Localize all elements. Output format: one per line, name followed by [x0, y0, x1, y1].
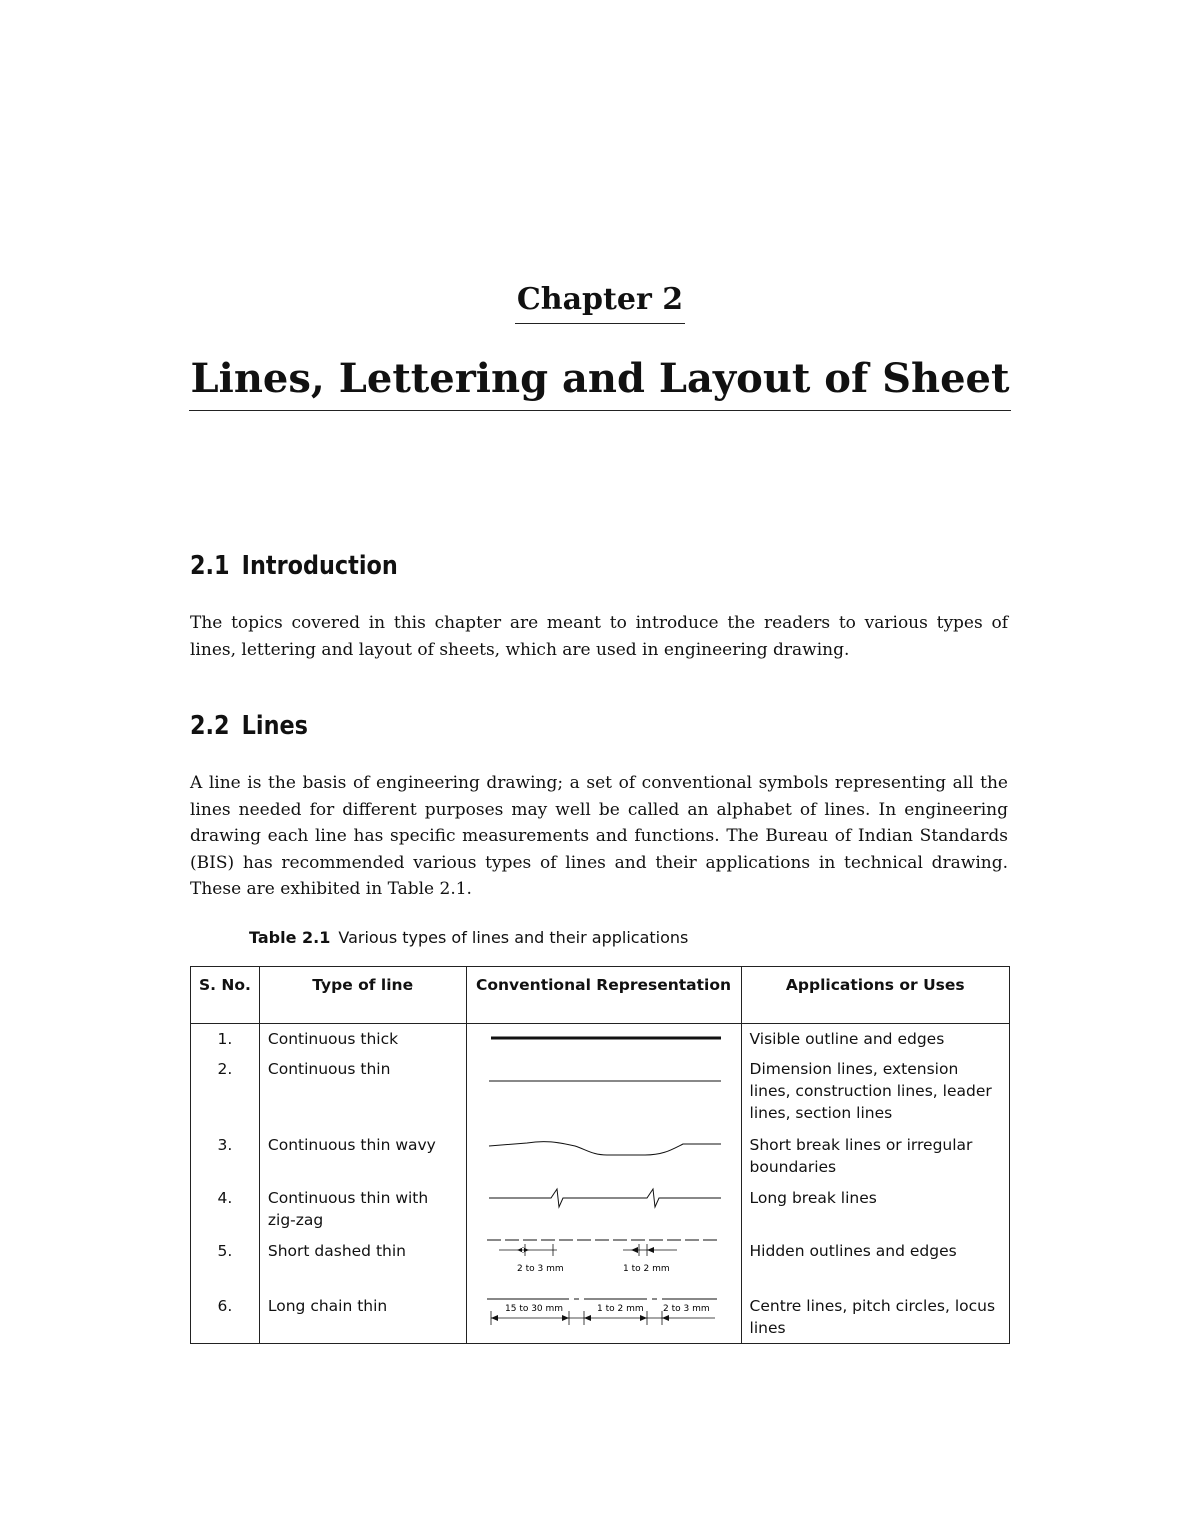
table-row — [191, 1024, 1010, 1055]
row-use: Hidden outlines and edges — [741, 1236, 1009, 1291]
header-type: Type of line — [259, 967, 466, 1024]
chapter-title — [0, 355, 1200, 411]
row-use: Long break lines — [741, 1183, 1009, 1236]
table-header-row — [191, 967, 1010, 1024]
row-use: Dimension lines, extension lines, construction lines, leader lines, section lines — [741, 1054, 1009, 1130]
row-sno: 4. — [191, 1183, 260, 1236]
section-heading-lines — [190, 711, 308, 741]
dim-label: 2 to 3 mm — [516, 1264, 564, 1274]
section-number: 2.1 — [190, 551, 230, 581]
row-sno: 2. — [191, 1054, 260, 1130]
row-type: Short dashed thin — [259, 1236, 466, 1291]
line-types-table — [190, 966, 1010, 1344]
row-type: Continuous thin — [259, 1054, 466, 1130]
row-use: Visible outline and edges — [741, 1024, 1009, 1055]
row-type: Continuous thin with zig-zag — [259, 1183, 466, 1236]
section-heading-introduction — [190, 551, 398, 581]
row-sno: 1. — [191, 1024, 260, 1055]
introduction-paragraph: The topics covered in this chapter are meant to introduce the readers to various types of lines, lettering and layout of sheets, which are used in engineering drawing. — [190, 613, 1008, 660]
section-title: Introduction — [241, 551, 398, 581]
lines-paragraph: A line is the basis of engineering drawing; a set of conventional symbols representing all the lines needed for different purposes may well be called an alphabet of lines. In engineering drawing each line has specific measurements and functions. The Bureau of Indian Standards (BIS) has recommended various types of lines and their applications in technical drawing. These are exhibited in Table 2.1. — [190, 773, 1008, 899]
chapter-label — [0, 282, 1200, 324]
section-title: Lines — [241, 711, 308, 741]
table-caption-text: Various types of lines and their applications — [338, 928, 689, 947]
table-caption — [249, 928, 688, 947]
table-caption-number: Table 2.1 — [249, 928, 331, 947]
rep-chain — [466, 1291, 741, 1344]
table-row — [191, 1183, 1010, 1236]
chapter-label-text: Chapter 2 — [515, 282, 685, 324]
header-representation: Conventional Representation — [466, 967, 741, 1024]
rep-dashed — [466, 1236, 741, 1291]
header-sno: S. No. — [191, 967, 260, 1024]
table-row — [191, 1054, 1010, 1130]
row-sno: 5. — [191, 1236, 260, 1291]
row-type: Continuous thick — [259, 1024, 466, 1055]
row-type: Continuous thin wavy — [259, 1130, 466, 1183]
table-row — [191, 1236, 1010, 1291]
rep-zigzag — [466, 1183, 741, 1236]
rep-wavy — [466, 1130, 741, 1183]
rep-continuous-thin — [466, 1054, 741, 1130]
dim-label: 2 to 3 mm — [662, 1304, 710, 1314]
chapter-title-text: Lines, Lettering and Layout of Sheet — [189, 355, 1012, 411]
dim-label: 15 to 30 mm — [504, 1304, 563, 1314]
section-number: 2.2 — [190, 711, 230, 741]
row-type: Long chain thin — [259, 1291, 466, 1344]
dim-label: 1 to 2 mm — [622, 1264, 670, 1274]
row-use: Short break lines or irregular boundaries — [741, 1130, 1009, 1183]
row-use: Centre lines, pitch circles, locus lines — [741, 1291, 1009, 1344]
header-applications: Applications or Uses — [741, 967, 1009, 1024]
row-sno: 6. — [191, 1291, 260, 1344]
dim-label: 1 to 2 mm — [596, 1304, 644, 1314]
row-sno: 3. — [191, 1130, 260, 1183]
table-row — [191, 1130, 1010, 1183]
rep-continuous-thick — [466, 1024, 741, 1055]
table-row — [191, 1291, 1010, 1344]
